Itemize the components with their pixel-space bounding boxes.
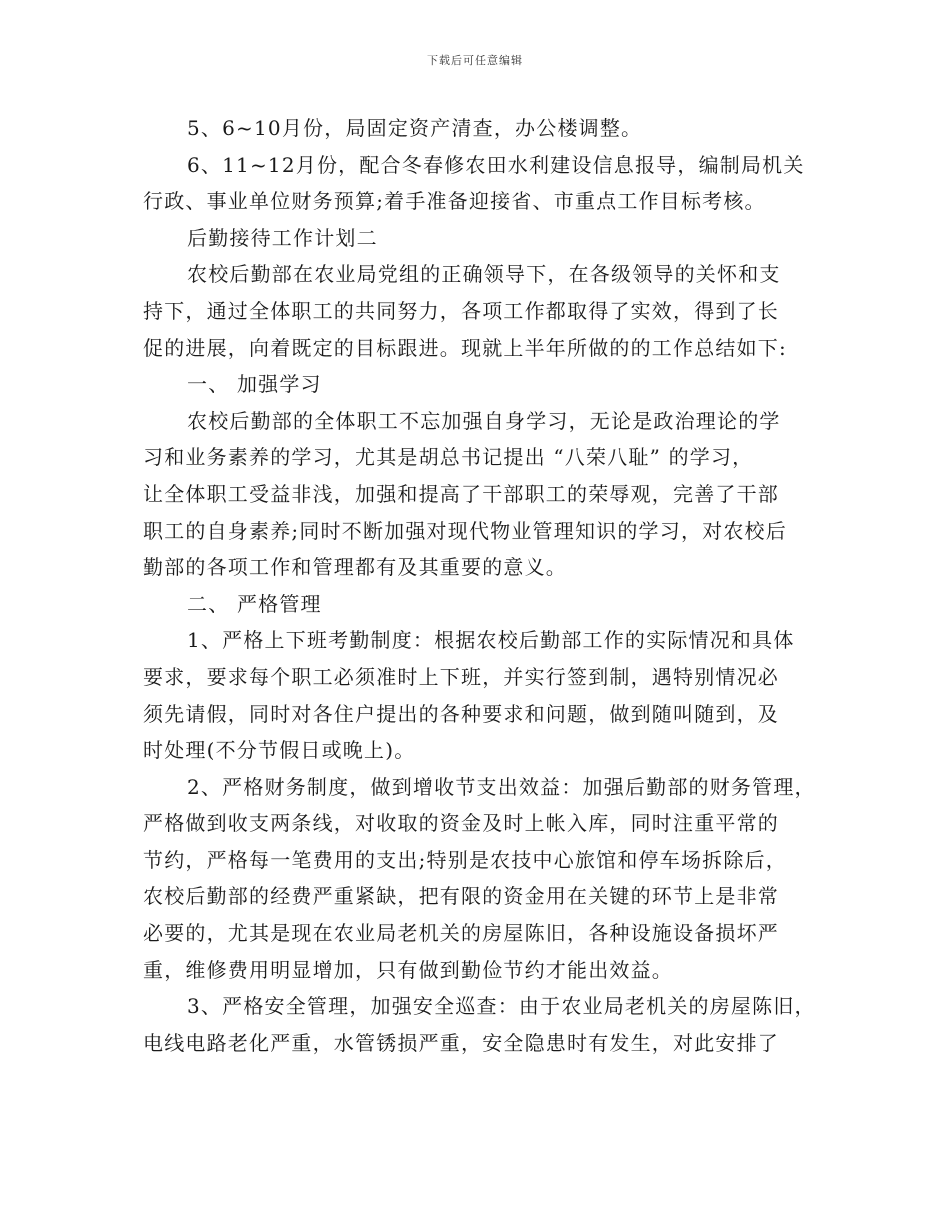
paragraph-line: 必要的，尤其是现在农业局老机关的房屋陈旧，各种设施设备损坏严	[143, 921, 779, 946]
section-heading: 二、 严格管理	[187, 591, 322, 616]
section-title: 后勤接待工作计划二	[187, 225, 378, 250]
paragraph-line: 勤部的各项工作和管理都有及其重要的意义。	[143, 555, 567, 580]
paragraph-line: 须先请假，同时对各住户提出的各种要求和问题，做到随叫随到，及	[143, 701, 779, 726]
page-header: 下载后可任意编辑	[427, 54, 523, 67]
paragraph-line: 节约，严格每一笔费用的支出;特别是农技中心旅馆和停车场拆除后，	[143, 847, 787, 872]
paragraph-line: 时处理(不分节假日或晚上)。	[143, 738, 416, 763]
section-heading: 一、 加强学习	[187, 372, 322, 397]
paragraph-line: 3、严格安全管理，加强安全巡查：由于农业局老机关的房屋陈旧，	[187, 994, 816, 1019]
paragraph-line: 电线电路老化严重，水管锈损严重，安全隐患时有发生，对此安排了	[143, 1030, 779, 1055]
document-body	[143, 110, 823, 1061]
paragraph-line: 严格做到收支两条线，对收取的资金及时上帐入库，同时注重平常的	[143, 811, 779, 836]
paragraph-line: 让全体职工受益非浅，加强和提高了干部职工的荣辱观，完善了干部	[143, 481, 779, 506]
paragraph-line: 职工的自身素养;同时不断加强对现代物业管理知识的学习，对农校后	[143, 518, 787, 543]
paragraph-line: 持下，通过全体职工的共同努力，各项工作都取得了实效，得到了长	[143, 298, 779, 323]
paragraph-line: 1、严格上下班考勤制度：根据农校后勤部工作的实际情况和具体	[187, 628, 795, 653]
paragraph-line: 6、11~12月份，配合冬春修农田水利建设信息报导，编制局机关	[187, 152, 805, 177]
paragraph-line: 农校后勤部的经费严重紧缺，把有限的资金用在关键的环节上是非常	[143, 884, 779, 909]
paragraph-line: 2、严格财务制度，做到增收节支出效益：加强后勤部的财务管理，	[187, 774, 816, 799]
paragraph-line: 行政、事业单位财务预算;着手准备迎接省、市重点工作目标考核。	[143, 189, 766, 214]
paragraph-line: 要求，要求每个职工必须准时上下班，并实行签到制，遇特别情况必	[143, 664, 779, 689]
paragraph-line: 5、6~10月份，局固定资产清查，办公楼调整。	[187, 116, 643, 140]
paragraph-line: 农校后勤部的全体职工不忘加强自身学习，无论是政治理论的学	[187, 408, 781, 433]
paragraph-line: 农校后勤部在农业局党组的正确领导下，在各级领导的关怀和支	[187, 262, 781, 287]
paragraph-line: 习和业务素养的学习，尤其是胡总书记提出 “八荣八耻” 的学习，	[143, 445, 754, 470]
paragraph-line: 促的进展，向着既定的目标跟进。现就上半年所做的的工作总结如下:	[143, 335, 787, 360]
paragraph-line: 重，维修费用明显增加，只有做到勤俭节约才能出效益。	[143, 957, 673, 982]
